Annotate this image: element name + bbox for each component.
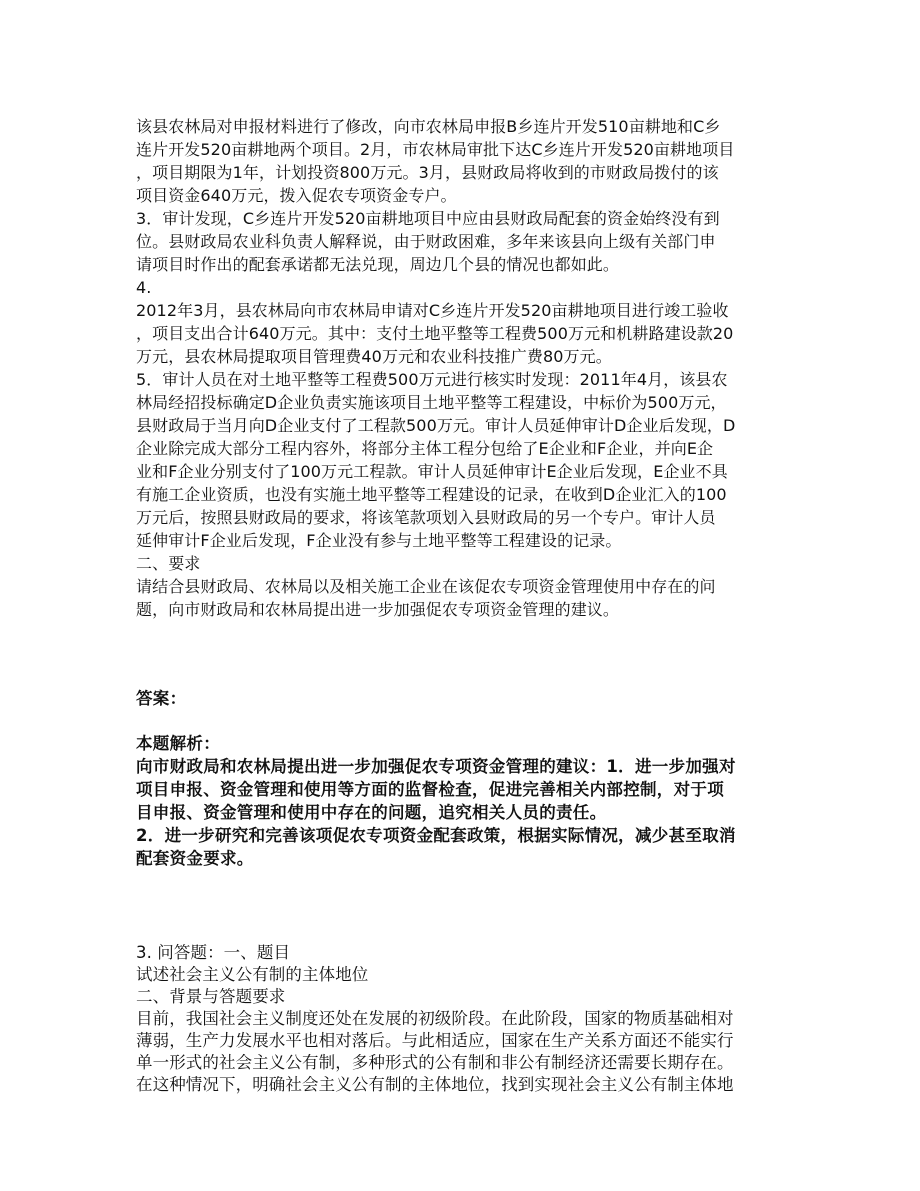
analysis-line: 项目申报、资金管理和使用等方面的监督检查，促进完善相关内部控制，对于项 [136,780,724,799]
document-page [136,115,796,1096]
text-line: 4. [136,278,152,297]
question-3 [136,942,796,1096]
analysis-line: 配套资金要求。 [136,849,254,868]
text-line: 万元，县农林局提取项目管理费40万元和农业科技推广费80万元。 [136,347,612,366]
section-heading: 二、背景与答题要求 [136,987,286,1006]
text-line: 万元后，按照县财政局的要求，将该笔款项划入县财政局的另一个专户。审计人员 [136,508,716,527]
text-line: 林局经招投标确定D企业负责实施该项目土地平整等工程建设，中标价为500万元， [136,393,727,412]
analysis-label: 本题解析： [136,734,220,753]
analysis-line: 向市财政局和农林局提出进一步加强促农专项资金管理的建议：1．进一步加强对 [136,757,736,776]
text-line: 业和F企业分别支付了100万元工程款。审计人员延伸审计E企业后发现，E企业不具 [136,462,728,481]
text-line: 3．审计发现，C乡连片开发520亩耕地项目中应由县财政局配套的资金始终没有到 [136,209,720,228]
text-line: 连片开发520亩耕地两个项目。2月，市农林局审批下达C乡连片开发520亩耕地项目 [136,140,735,159]
spacer [136,870,796,942]
analysis-line: 目申报、资金管理和使用中存在的问题，追究相关人员的责任。 [136,803,607,822]
text-line: 项目资金640万元，拨入促农专项资金专户。 [136,186,457,205]
spacer [136,621,796,687]
text-line: 有施工企业资质，也没有实施土地平整等工程建设的记录，在收到D企业汇入的100 [136,485,727,504]
section-heading: 二、要求 [136,554,201,573]
text-line: 目前，我国社会主义制度还处在发展的初级阶段。在此阶段，国家的物质基础相对 [136,1009,734,1028]
text-line: ，项目支出合计640万元。其中：支付土地平整等工程费500万元和机耕路建设款20 [136,324,734,343]
spacer [136,710,796,732]
text-line: 位。县财政局农业科负责人解释说，由于财政困难，多年来该县向上级有关部门申 [136,232,716,251]
analysis-line: 2．进一步研究和完善该项促农专项资金配套政策，根据实际情况，减少甚至取消 [136,826,736,845]
text-line: 请项目时作出的配套承诺都无法兑现，周边几个县的情况也都如此。 [136,255,620,274]
text-line: ，项目期限为1年，计划投资800万元。3月，县财政局将收到的市财政局拨付的该 [136,163,719,182]
answer-label: 答案： [136,689,187,708]
text-line: 延伸审计F企业后发现，F企业没有参与土地平整等工程建设的记录。 [136,531,622,550]
text-line: 单一形式的社会主义公有制，多种形式的公有制和非公有制经济还需要长期存在。 [136,1053,734,1072]
text-line: 企业除完成大部分工程内容外，将部分主体工程分包给了E企业和F企业，并向E企 [136,439,714,458]
question-topic: 试述社会主义公有制的主体地位 [136,965,369,984]
question-title: 3. 问答题：一、题目 [136,943,291,962]
text-line: 请结合县财政局、农林局以及相关施工企业在该促农专项资金管理使用中存在的问 [136,577,716,596]
text-line: 题，向市财政局和农林局提出进一步加强促农专项资金管理的建议。 [136,600,620,619]
text-line: 2012年3月，县农林局向市农林局申请对C乡连片开发520亩耕地项目进行竣工验收 [136,301,729,320]
text-line: 5．审计人员在对土地平整等工程费500万元进行核实时发现：2011年4月，该县农 [136,370,728,389]
text-line: 薄弱，生产力发展水平也相对落后。与此相适应，国家在生产关系方面还不能实行 [136,1031,734,1050]
analysis-block [136,732,796,870]
text-line: 该县农林局对申报材料进行了修改，向市农林局申报B乡连片开发510亩耕地和C乡 [136,117,721,136]
text-line: 县财政局于当月向D企业支付了工程款500万元。审计人员延伸审计D企业后发现，D [136,416,736,435]
case-text [136,115,796,621]
text-line: 在这种情况下，明确社会主义公有制的主体地位，找到实现社会主义公有制主体地 [136,1075,734,1094]
